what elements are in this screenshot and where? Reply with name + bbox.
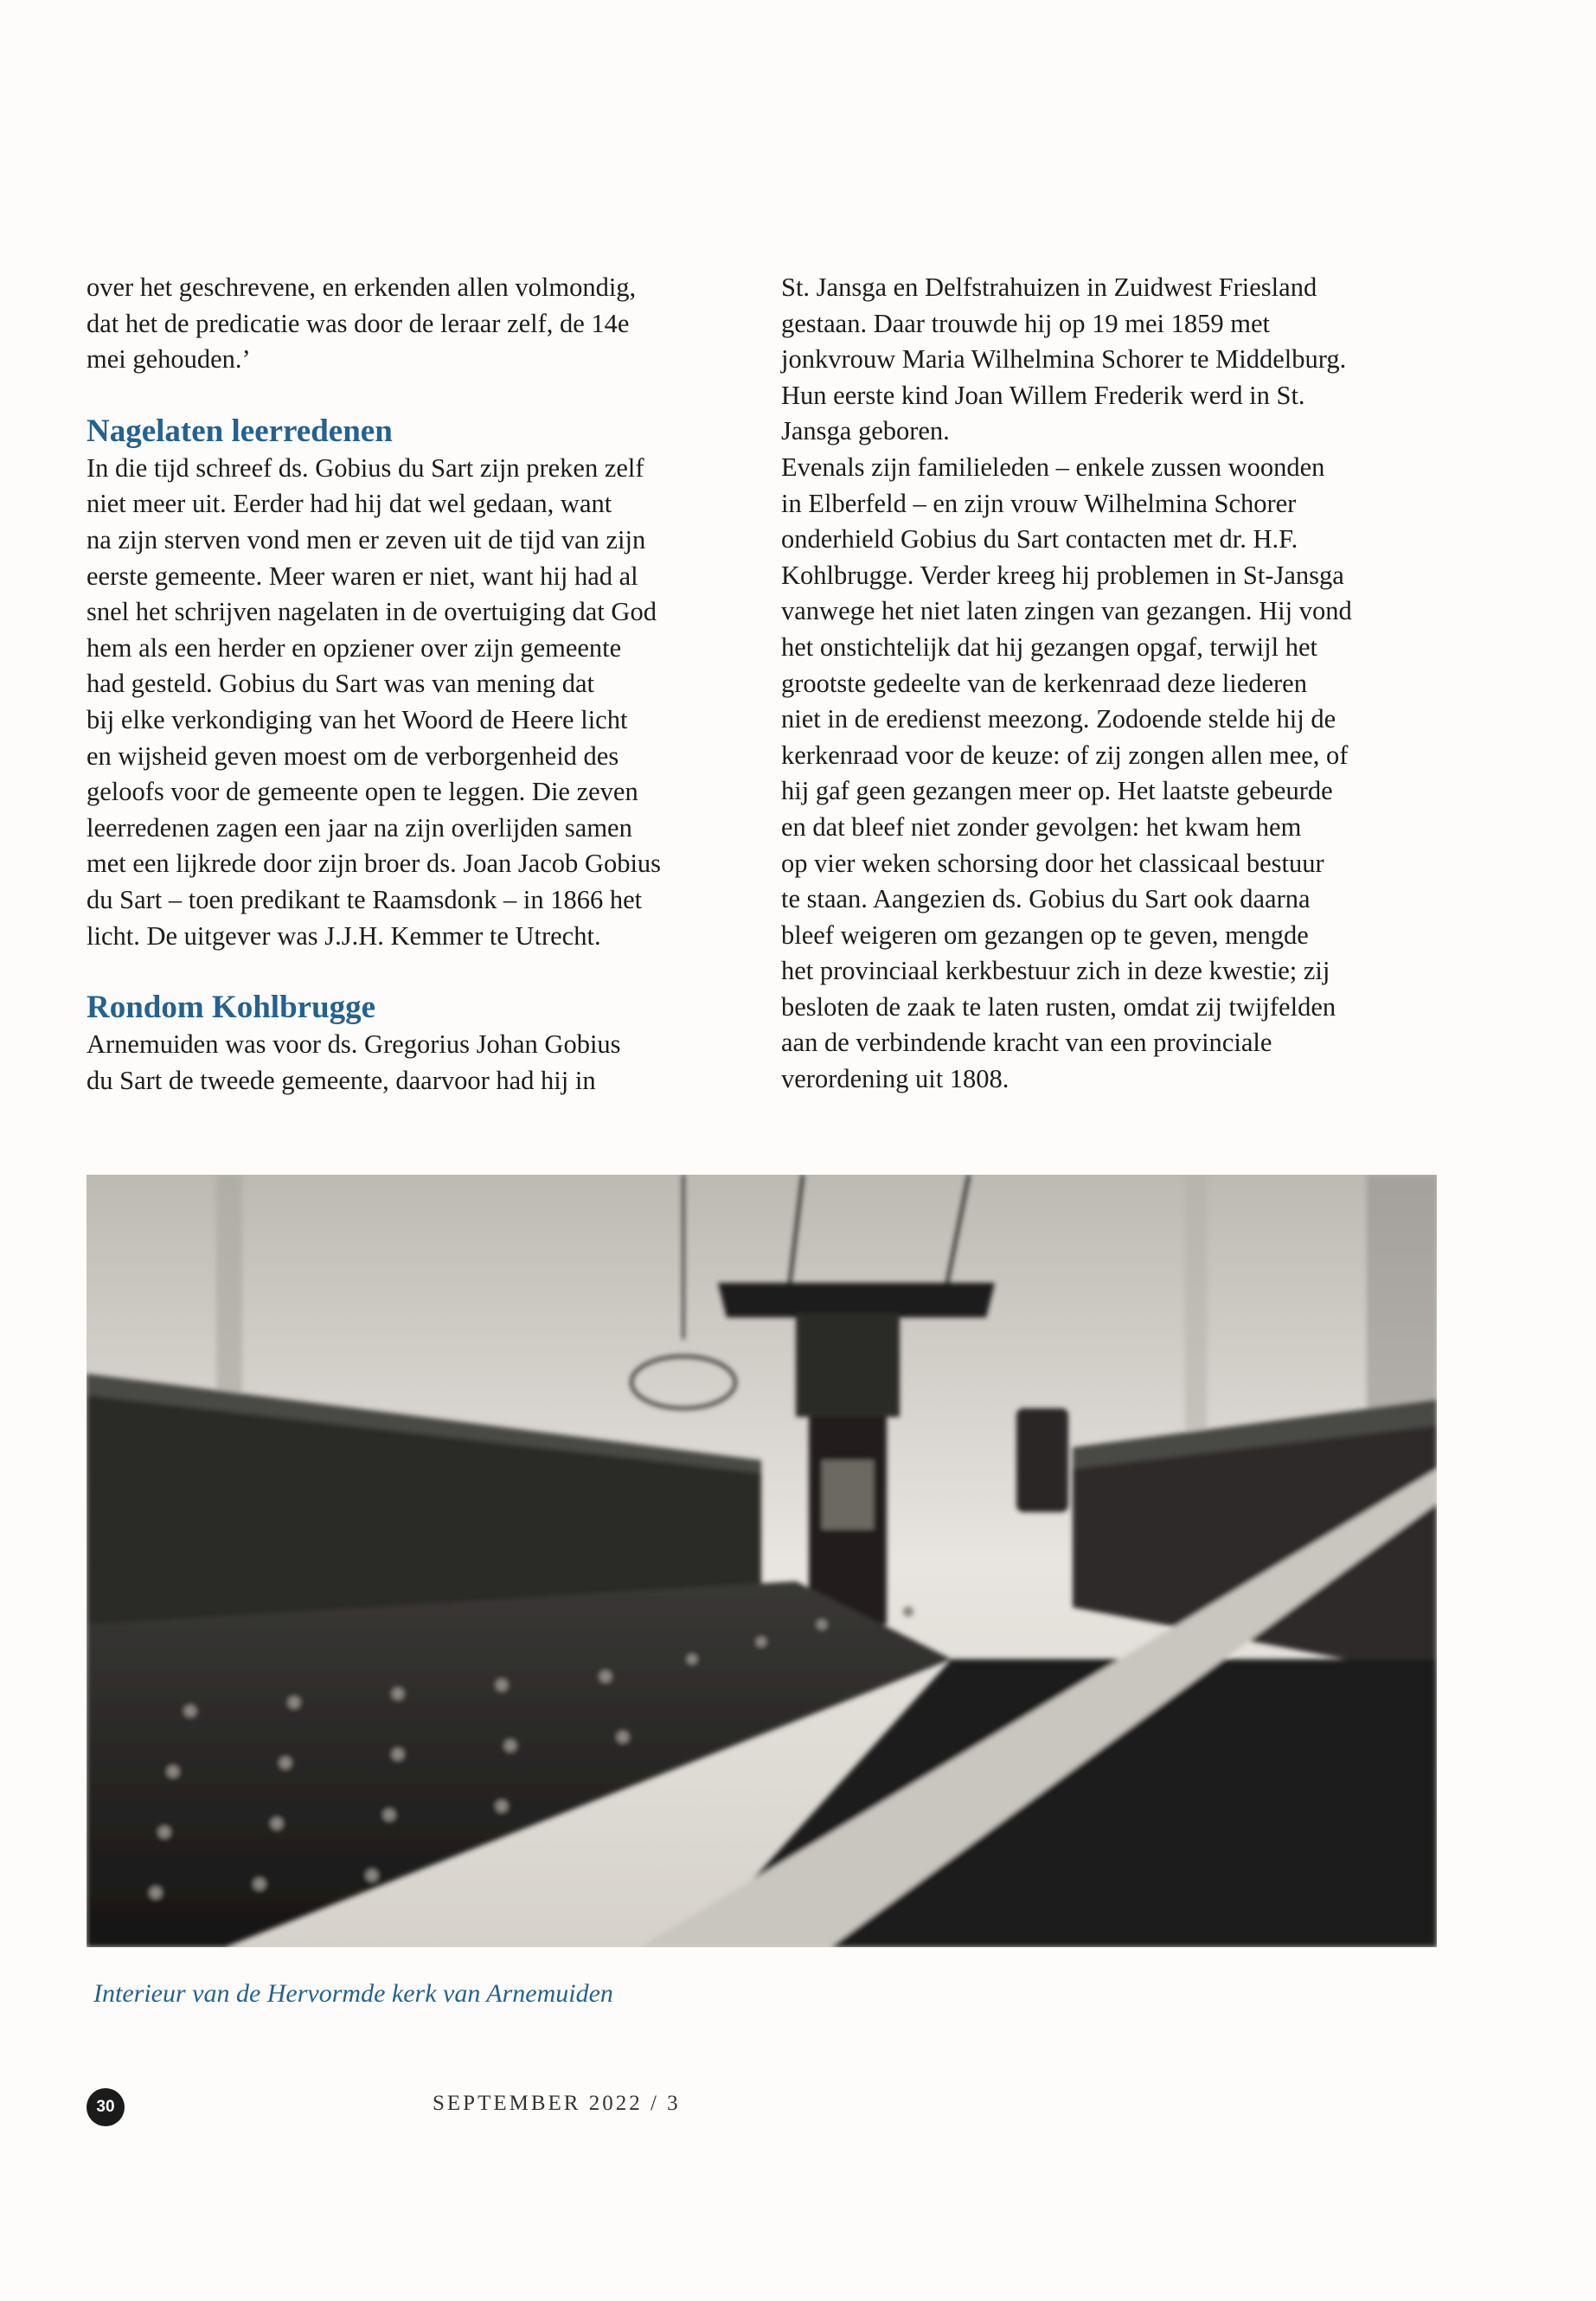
text-line: bij elke verkondiging van het Woord de Heere licht: [87, 704, 628, 734]
text-line: en wijsheid geven moest om de verborgenheid des: [87, 740, 619, 771]
photo-caption: Interieur van de Hervormde kerk van Arnemuiden: [93, 1979, 613, 2008]
intro-paragraph: [87, 270, 744, 378]
text-line: in Elberfeld – en zijn vrouw Wilhelmina Schorer: [781, 488, 1297, 518]
text-line: besloten de zaak te laten rusten, omdat zij twijfelden: [781, 991, 1336, 1022]
text-line: Kohlbrugge. Verder kreeg hij problemen in St-Jansga: [781, 560, 1344, 590]
text-line: had gesteld. Gobius du Sart was van mening dat: [87, 669, 595, 699]
text-line: het onstichtelijk dat hij gezangen opgaf, terwijl het: [781, 631, 1317, 662]
text-line: du Sart – toen predikant te Raamsdonk – in 1866 het: [87, 884, 643, 914]
text-line: licht. De uitgever was J.J.H. Kemmer te Utrecht.: [87, 920, 601, 951]
text-line: bleef weigeren om gezangen op te geven, mengde: [781, 920, 1309, 950]
text-line: het provinciaal kerkbestuur zich in deze kwestie; zij: [781, 956, 1330, 986]
text-line: vanwege het niet laten zingen van gezangen. Hij vond: [781, 596, 1352, 626]
text-line: snel het schrijven nagelaten in de overtuiging dat God: [87, 597, 657, 627]
text-line: te staan. Aangezien ds. Gobius du Sart ook daarna: [781, 884, 1311, 914]
text-line: kerkenraad voor de keuze: of zij zongen allen mee, of: [781, 740, 1349, 770]
text-line: aan de verbindende kracht van een provinciale: [781, 1028, 1272, 1058]
text-line: dat het de predicatie was door de leraar zelf, de 14e: [87, 308, 630, 338]
text-line: niet meer uit. Eerder had hij dat wel gedaan, want: [87, 489, 612, 519]
right-column: [781, 270, 1439, 1098]
section-heading-kohlbrugge: Rondom Kohlbrugge: [87, 990, 376, 1026]
text-line: In die tijd schreef ds. Gobius du Sart zijn preken zelf: [87, 452, 644, 483]
text-line: onderhield Gobius du Sart contacten met dr. H.F.: [781, 524, 1298, 554]
text-line: jonkvrouw Maria Wilhelmina Schorer te Middelburg.: [781, 344, 1347, 375]
text-line: du Sart de tweede gemeente, daarvoor had hij in: [87, 1065, 596, 1095]
text-line: Hun eerste kind Joan Willem Frederik werd in St.: [781, 380, 1305, 410]
text-line: leerredenen zagen een jaar na zijn overlijden samen: [87, 812, 632, 843]
text-line: mei gehouden.’: [87, 344, 251, 375]
text-line: geloofs voor de gemeente open te leggen. Die zeven: [87, 777, 638, 807]
text-line: St. Jansga en Delfstrahuizen in Zuidwest Friesland: [781, 272, 1317, 302]
text-line: na zijn sterven vond men er zeven uit de tijd van zijn: [87, 524, 646, 554]
text-line: Jansga geboren.: [781, 416, 950, 446]
section-paragraph: [87, 1027, 744, 1099]
section-paragraph: [87, 451, 744, 954]
text-line: op vier weken schorsing door het classicaal bestuur: [781, 848, 1324, 878]
left-column: [87, 270, 744, 1099]
text-line: Arnemuiden was voor ds. Gregorius Johan Gobius: [87, 1029, 621, 1060]
text-line: niet in de eredienst meezong. Zodoende stelde hij de: [781, 704, 1336, 734]
text-line: verordening uit 1808.: [781, 1064, 1010, 1094]
text-line: eerste gemeente. Meer waren er niet, want hij had al: [87, 561, 638, 591]
issue-label: SEPTEMBER 2022 / 3: [433, 2092, 681, 2115]
text-line: over het geschrevene, en erkenden allen volmondig,: [87, 272, 637, 302]
text-line: hij gaf geen gezangen meer op. Het laatste gebeurde: [781, 776, 1333, 806]
text-line: gestaan. Daar trouwde hij op 19 mei 1859 met: [781, 308, 1270, 338]
text-line: en dat bleef niet zonder gevolgen: het kwam hem: [781, 811, 1302, 842]
text-line: hem als een herder en opziener over zijn gemeente: [87, 632, 622, 663]
text-line: met een lijkrede door zijn broer ds. Joan Jacob Gobius: [87, 849, 662, 879]
page-number-badge: 30: [87, 2088, 125, 2126]
section-heading-nagelaten: Nagelaten leerredenen: [87, 413, 393, 449]
church-interior-photo: [87, 1175, 1437, 1947]
text-line: Evenals zijn familieleden – enkele zussen woonden: [781, 452, 1325, 482]
text-line: grootste gedeelte van de kerkenraad deze liederen: [781, 668, 1307, 698]
